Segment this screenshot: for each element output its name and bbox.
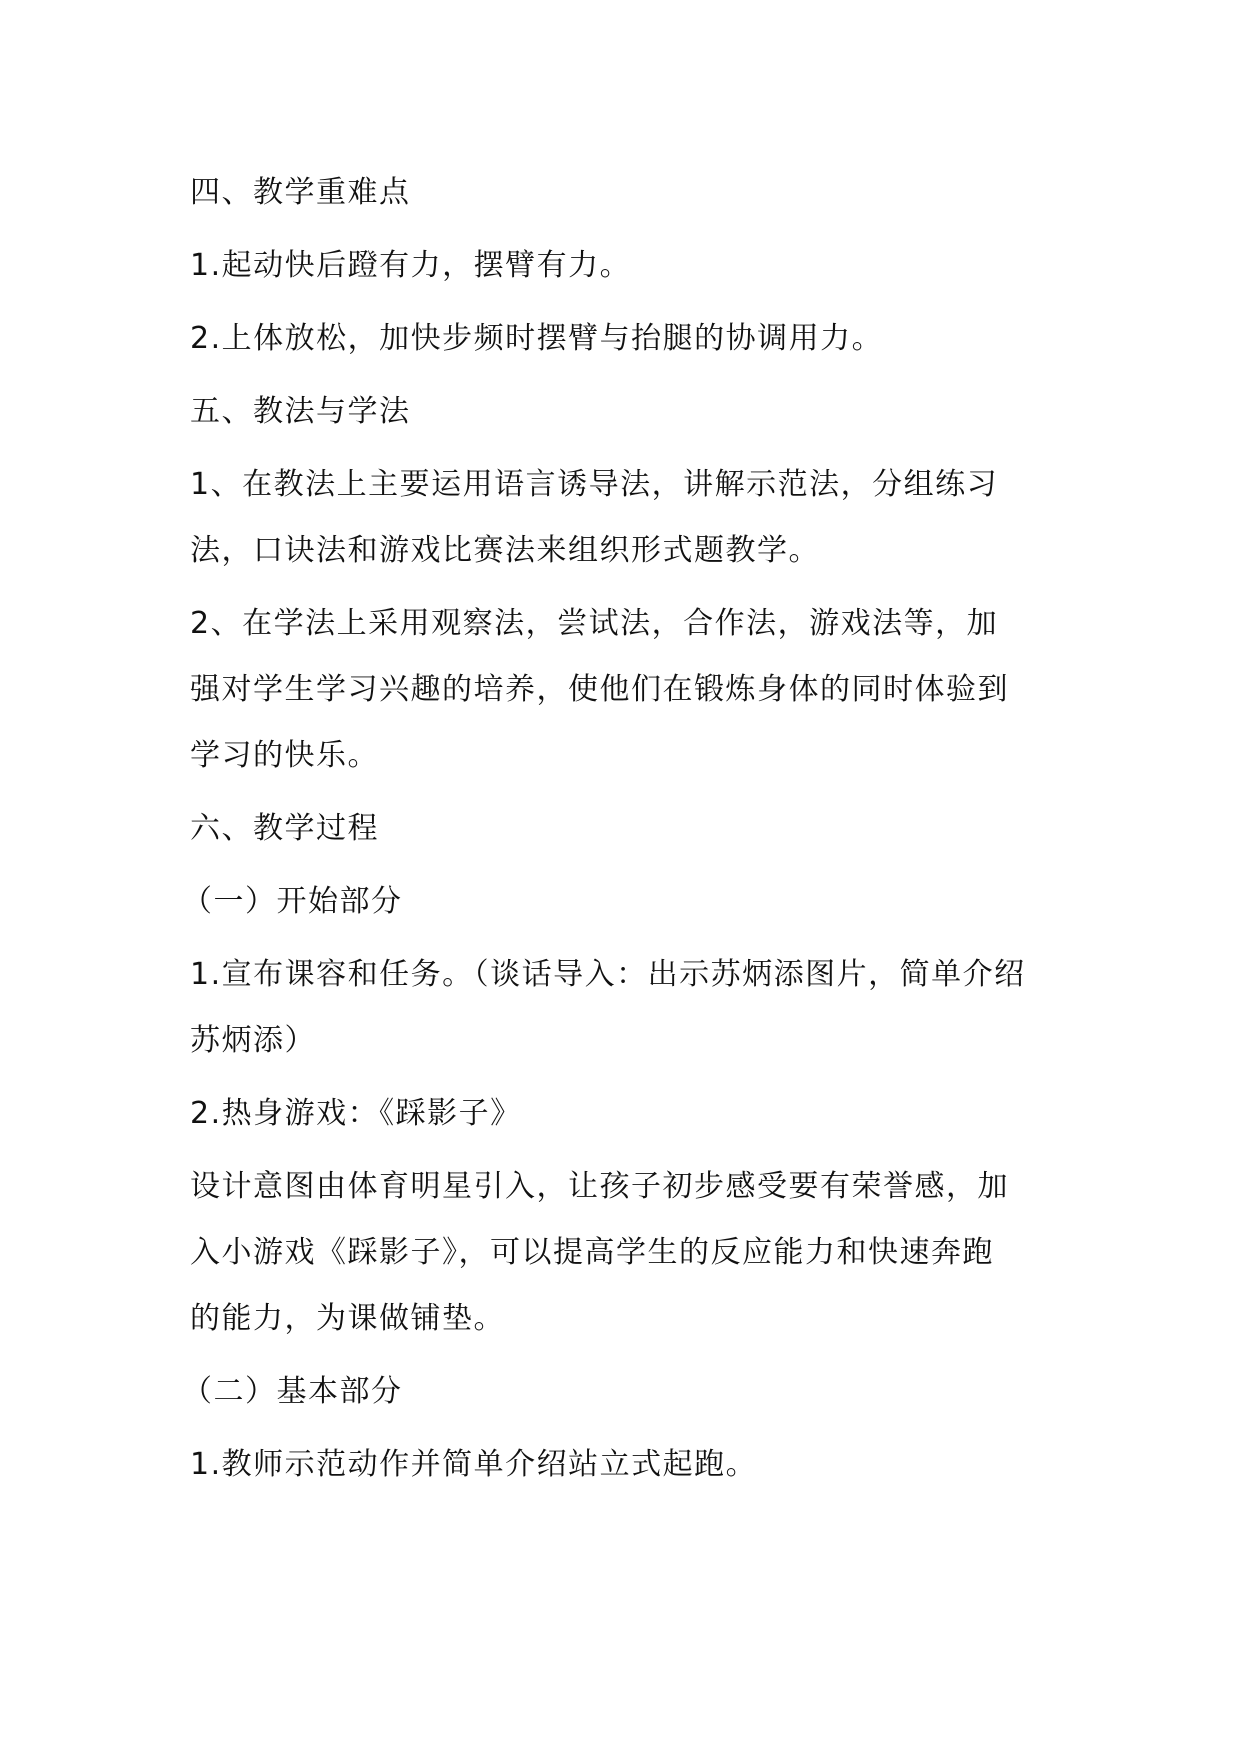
paragraph-announce-task [190,942,1050,1074]
paragraph-key-point-1 [190,233,1050,299]
section-heading-key-points [190,160,1050,226]
text-line: 设计意图由体育明星引入，让孩子初步感受要有荣誉感，加 [190,1169,1009,1204]
text-line: 1.教师示范动作并简单介绍站立式起跑。 [190,1447,758,1482]
section-heading-methods [190,379,1050,445]
text-line: 强对学生学习兴趣的培养，使他们在锻炼身体的同时体验到 [190,672,1009,707]
text-line: 六、教学过程 [190,811,379,846]
paragraph-key-point-2 [190,306,1050,372]
text-line: 学习的快乐。 [190,738,379,773]
document-body [182,160,1050,1498]
text-line: 法，口诀法和游戏比赛法来组织形式题教学。 [190,533,820,568]
paragraph-learning-method [190,591,1050,789]
text-line: 入小游戏《踩影子》，可以提高学生的反应能力和快速奔跑 [190,1235,994,1270]
section-heading-process [190,796,1050,862]
text-line: 1、在教法上主要运用语言诱导法，讲解示范法，分组练习 [190,467,999,502]
paragraph-teaching-method [190,452,1050,584]
subsection-heading-opening [182,869,1050,935]
paragraph-teacher-demo [190,1432,1050,1498]
text-line: （一）开始部分 [182,884,403,919]
text-line: 2.热身游戏：《踩影子》 [190,1096,522,1131]
text-line: 2.上体放松，加快步频时摆臂与抬腿的协调用力。 [190,321,884,356]
text-line: 1.起动快后蹬有力，摆臂有力。 [190,248,632,283]
subsection-heading-basic [182,1359,1050,1425]
paragraph-warmup-game [190,1081,1050,1147]
text-line: 苏炳添） [190,1023,316,1058]
text-line: （二）基本部分 [182,1374,403,1409]
text-line: 的能力，为课做铺垫。 [190,1301,505,1336]
text-line: 五、教法与学法 [190,394,411,429]
text-line: 1.宣布课容和任务。（谈话导入：出示苏炳添图片，简单介绍 [190,957,1026,992]
paragraph-design-intent [190,1154,1050,1352]
text-line: 2、在学法上采用观察法，尝试法，合作法，游戏法等，加 [190,606,999,641]
text-line: 四、教学重难点 [190,175,411,210]
